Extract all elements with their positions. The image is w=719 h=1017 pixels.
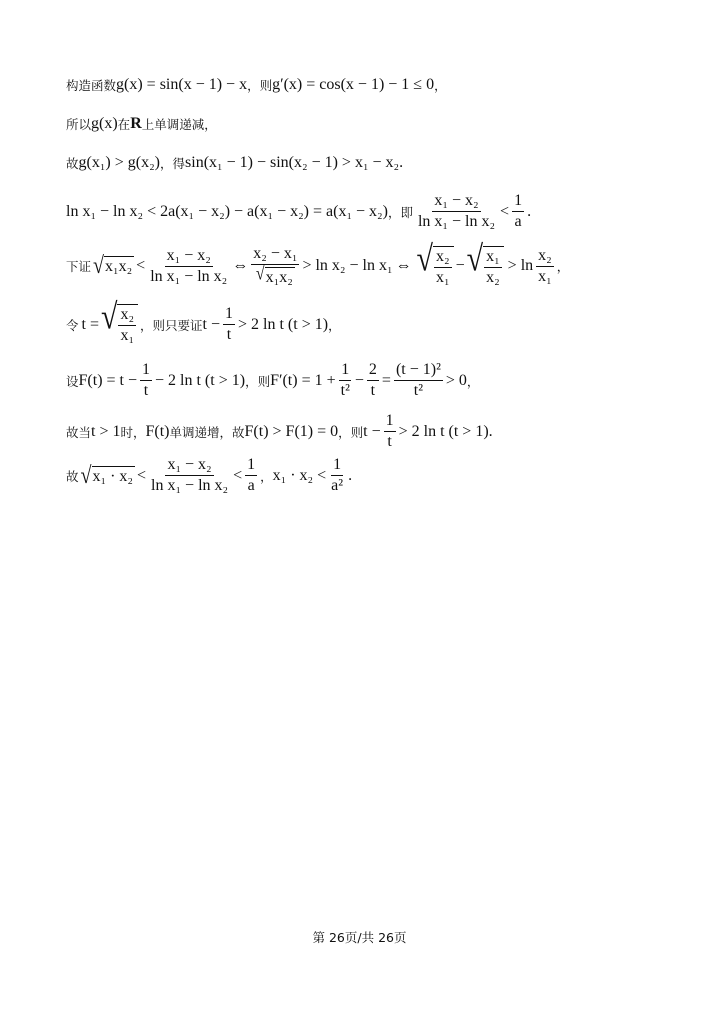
sqrt: √ x₁x₂ [93, 253, 133, 280]
numerator: 1 [512, 192, 524, 212]
text: 单调递增，故 [169, 424, 245, 440]
iff: ⇔ [395, 257, 412, 275]
line-1 [66, 76, 447, 94]
sqrt: √ $\frac{\text{x₂}}{\text{x₁}}$ [417, 246, 454, 288]
numerator: 2 [367, 361, 379, 381]
denominator: ln x₁ − ln x₂ [150, 267, 228, 285]
denominator: a² [331, 477, 344, 495]
denominator: x₁ [436, 268, 450, 286]
fraction [245, 456, 257, 496]
denominator: t² [413, 382, 424, 400]
denominator: t [370, 382, 376, 400]
fraction [367, 361, 379, 401]
math: t = [81, 315, 99, 333]
text: . [348, 466, 353, 484]
math: > 0 [445, 371, 467, 389]
text: ，则 [247, 78, 273, 93]
fraction [329, 456, 345, 496]
math: F(t) = t − [78, 371, 138, 389]
denominator: x₂ [486, 268, 500, 286]
numerator: x₁ − x₂ [165, 247, 213, 267]
numerator: x₂ [536, 247, 554, 267]
numerator: x₁ − x₂ [165, 456, 213, 476]
fraction [140, 361, 152, 401]
math: g(x) = sin(x − 1) − x [116, 76, 248, 93]
math: t − [363, 422, 381, 440]
text: 故 [66, 156, 79, 171]
text: ， [260, 468, 273, 484]
text: ，则只要证 [140, 317, 203, 333]
line-8 [66, 412, 493, 452]
line-7 [66, 361, 479, 401]
fraction [251, 245, 299, 288]
fraction [339, 361, 352, 401]
denominator: ln x₁ − ln x₂ [417, 213, 496, 231]
fraction [536, 247, 554, 287]
equals: = [381, 371, 391, 389]
relation: < [233, 466, 243, 484]
numerator: 1 [384, 412, 396, 432]
radicand: x₁x₂ [265, 269, 293, 287]
line-9 [66, 456, 352, 496]
radicand: x₁ · x₂ [92, 467, 133, 485]
math: t > 1 [91, 422, 121, 440]
numerator: 1 [223, 305, 235, 325]
denominator: x₁ [120, 327, 135, 345]
page-footer: 第 26页/共 26页 [312, 930, 407, 945]
line-5 [66, 238, 570, 288]
radicand: x₁x₂ [105, 258, 133, 276]
text: ，则 [338, 424, 364, 440]
text: ， [556, 259, 570, 275]
text: ， [328, 317, 341, 333]
relation: < [136, 466, 147, 484]
denominator: t [387, 433, 392, 451]
text: 故当 [66, 424, 92, 440]
math: > 2 ln t (t > 1) [398, 422, 489, 440]
text: . [399, 154, 404, 171]
denominator: ln x₁ − ln x₂ [151, 477, 229, 495]
fraction [416, 192, 497, 232]
math: g(x) [91, 115, 118, 132]
text: ，得 [160, 156, 186, 171]
text: 在 [117, 117, 131, 132]
iff: ⇔ [232, 257, 249, 275]
numerator: 1 [140, 361, 152, 381]
sqrt: √ $\frac{\text{x₁}}{\text{x₂}}$ [467, 246, 504, 288]
denominator: a [247, 477, 255, 495]
numerator: 1 [339, 361, 351, 381]
sqrt: √ x₁ · x₂ [80, 462, 133, 490]
line-3 [66, 154, 403, 172]
numerator: x₁ [484, 248, 502, 268]
fraction [394, 361, 443, 401]
numerator: (t − 1)² [394, 361, 443, 381]
denominator: x₁ [538, 267, 552, 285]
relation: > ln x₂ − ln x₁ [302, 257, 393, 275]
fraction [148, 247, 229, 287]
text: . [527, 202, 532, 220]
text: 构造函数 [66, 78, 117, 93]
text: 设 [66, 373, 79, 389]
math: g(x₁) > g(x₂) [78, 154, 161, 171]
text: . [488, 422, 493, 440]
relation: > ln [507, 257, 534, 275]
numerator: x₂ − x₁ [251, 245, 299, 265]
text: ，即 [387, 204, 413, 220]
text: ， [466, 373, 480, 389]
text: 所以 [66, 117, 92, 132]
text: 上单调递减， [141, 117, 217, 132]
math: − 2 ln t (t > 1) [155, 371, 246, 389]
math-bold: R [130, 115, 142, 132]
math: g′(x) = cos(x − 1) − 1 ≤ 0 [272, 76, 435, 93]
numerator: x₂ [434, 248, 452, 268]
denominator: √ x₁x₂ [255, 264, 293, 287]
line-6 [66, 297, 341, 346]
denominator: t² [340, 382, 350, 400]
numerator: x₂ [118, 306, 136, 326]
math: t − [202, 315, 221, 333]
line-4 [66, 192, 531, 232]
denominator: t [143, 382, 149, 400]
text: ，则 [245, 373, 271, 389]
text: 时， [120, 424, 146, 440]
math: x₁ · x₂ < [272, 466, 327, 484]
fraction [223, 305, 235, 345]
math: ln x₁ − ln x₂ < 2a(x₁ − x₂) − a(x₁ − x₂) = a(x₁ − x₂) [66, 202, 388, 220]
fraction [149, 456, 230, 496]
numerator: 1 [331, 456, 343, 476]
fraction [384, 412, 396, 452]
math: > 2 ln t (t > 1) [238, 315, 329, 333]
text: 故 [66, 468, 79, 484]
math: F(t) > F(1) = 0 [244, 422, 339, 440]
math: sin(x₁ − 1) − sin(x₂ − 1) > x₁ − x₂ [185, 154, 400, 171]
numerator: x₁ − x₂ [432, 192, 480, 212]
fraction [512, 192, 524, 232]
sqrt: √ $\frac{\text{x₂}}{\text{x₁}}$ [101, 304, 138, 346]
math: F(t) [145, 422, 170, 440]
relation: < [136, 257, 146, 275]
text: 令 [66, 317, 79, 333]
denominator: a [514, 213, 522, 231]
numerator: 1 [245, 456, 257, 476]
denominator: t [226, 326, 232, 344]
text: 下证 [66, 259, 92, 275]
relation: < [500, 202, 510, 220]
minus: − [354, 371, 364, 389]
minus: − [455, 257, 465, 275]
math: F′(t) = 1 + [270, 371, 336, 389]
text: ， [434, 78, 447, 93]
line-2 [66, 115, 217, 133]
